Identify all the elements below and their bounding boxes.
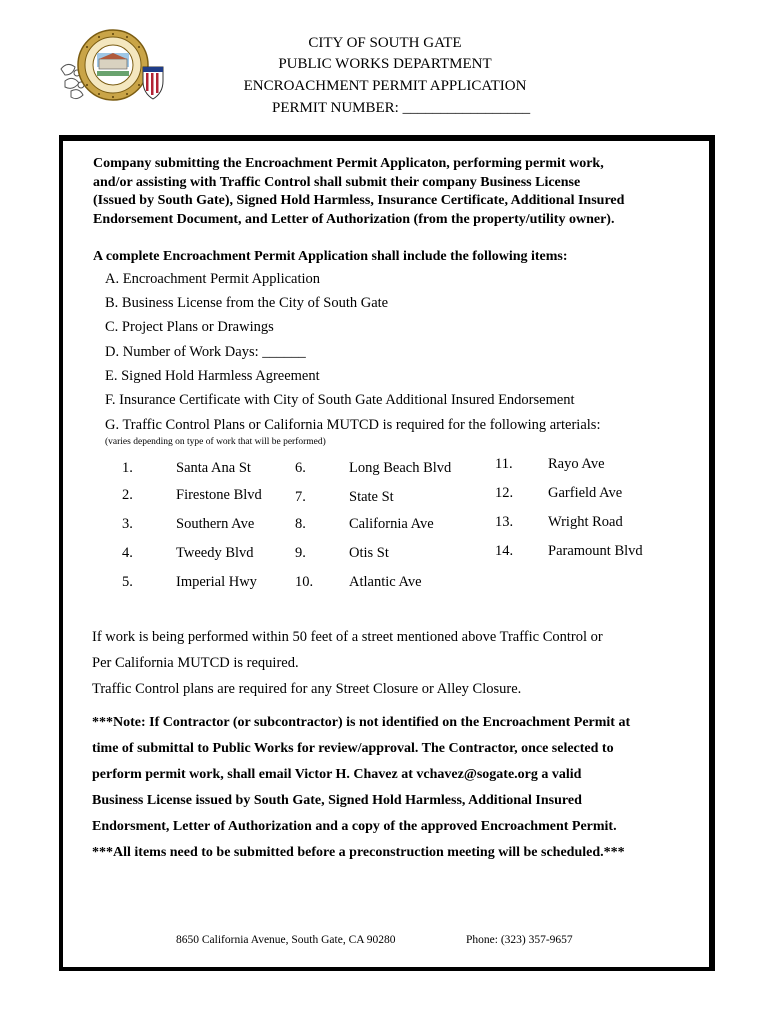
arterial-number: 12. <box>495 485 514 501</box>
arterial-name: Long Beach Blvd <box>349 460 452 476</box>
arterial-name: Santa Ana St <box>176 460 251 476</box>
footer-address: 8650 California Avenue, South Gate, CA 90280 <box>176 934 396 946</box>
requirement-item: B. Business License from the City of South Gate <box>105 295 389 311</box>
permit-number-field[interactable]: PERMIT NUMBER: _________________ <box>272 100 531 116</box>
arterial-number: 7. <box>295 489 306 505</box>
arterial-number: 2. <box>122 487 133 503</box>
arterial-name: Tweedy Blvd <box>176 545 254 561</box>
arterial-number: 8. <box>295 516 306 532</box>
arterial-name: Firestone Blvd <box>176 487 262 503</box>
footer-phone: Phone: (323) 357-9657 <box>466 934 573 946</box>
requirement-item: E. Signed Hold Harmless Agreement <box>105 368 320 384</box>
arterial-number: 9. <box>295 545 306 561</box>
form-title: ENCROACHMENT PERMIT APPLICATION <box>243 78 527 94</box>
arterial-number: 10. <box>295 574 314 590</box>
arterial-number: 11. <box>495 456 513 472</box>
intro-line: Endorsement Document, and Letter of Authorization (from the property/utility owner). <box>93 211 615 227</box>
arterial-number: 3. <box>122 516 133 532</box>
requirement-item: F. Insurance Certificate with City of South Gate Additional Insured Endorsement <box>105 392 575 408</box>
submission-note: ***All items need to be submitted before a preconstruction meeting will be scheduled.*** <box>92 845 625 860</box>
requirement-item: C. Project Plans or Drawings <box>105 319 274 335</box>
city-name: CITY OF SOUTH GATE <box>308 35 462 51</box>
arterial-name: Imperial Hwy <box>176 574 257 590</box>
contractor-note: Business License issued by South Gate, Signed Hold Harmless, Additional Insured <box>92 793 582 808</box>
intro-line: and/or assisting with Traffic Control shall submit their company Business License <box>93 174 581 190</box>
intro-line: Company submitting the Encroachment Permit Applicaton, performing permit work, <box>93 156 604 171</box>
arterial-name: Wright Road <box>548 514 623 530</box>
contractor-note: time of submittal to Public Works for review/approval. The Contractor, once selected to <box>92 741 614 756</box>
contractor-note: ***Note: If Contractor (or subcontractor) is not identified on the Encroachment Permit at <box>92 715 631 730</box>
contractor-note: Endorsment, Letter of Authorization and a copy of the approved Encroachment Permit. <box>92 819 617 834</box>
arterial-name: California Ave <box>349 516 434 532</box>
arterial-number: 5. <box>122 574 133 590</box>
intro-line: (Issued by South Gate), Signed Hold Harmless, Insurance Certificate, Additional Insured <box>93 193 625 208</box>
arterial-name: Southern Ave <box>176 516 255 532</box>
arterial-name: State St <box>349 489 394 505</box>
arterial-number: 13. <box>495 514 514 530</box>
department-name: PUBLIC WORKS DEPARTMENT <box>278 56 492 72</box>
traffic-control-text: If work is being performed within 50 feet of a street mentioned above Traffic Control or <box>92 629 603 645</box>
traffic-control-text: Traffic Control plans are required for any Street Closure or Alley Closure. <box>92 681 522 697</box>
arterial-name: Rayo Ave <box>548 456 605 472</box>
requirement-item: G. Traffic Control Plans or California MUTCD is required for the following arterials: <box>105 417 601 433</box>
arterial-name: Otis St <box>349 545 389 561</box>
intro-paragraph <box>93 155 693 229</box>
traffic-control-text: Per California MUTCD is required. <box>92 655 299 671</box>
work-days-field[interactable]: D. Number of Work Days: ______ <box>105 344 306 360</box>
requirement-item: A. Encroachment Permit Application <box>105 271 321 287</box>
arterial-number: 6. <box>295 460 306 476</box>
arterial-name: Atlantic Ave <box>349 574 422 590</box>
arterial-name: Garfield Ave <box>548 485 623 501</box>
arterial-number: 4. <box>122 545 133 561</box>
arterial-number: 14. <box>495 543 514 559</box>
arterials-note: (varies depending on type of work that will be performed) <box>105 437 326 447</box>
arterial-name: Paramount Blvd <box>548 543 643 559</box>
arterial-number: 1. <box>122 460 133 476</box>
requirements-title: A complete Encroachment Permit Application shall include the following items: <box>93 249 568 264</box>
contractor-note: perform permit work, shall email Victor H. Chavez at vchavez@sogate.org a valid <box>92 767 582 782</box>
